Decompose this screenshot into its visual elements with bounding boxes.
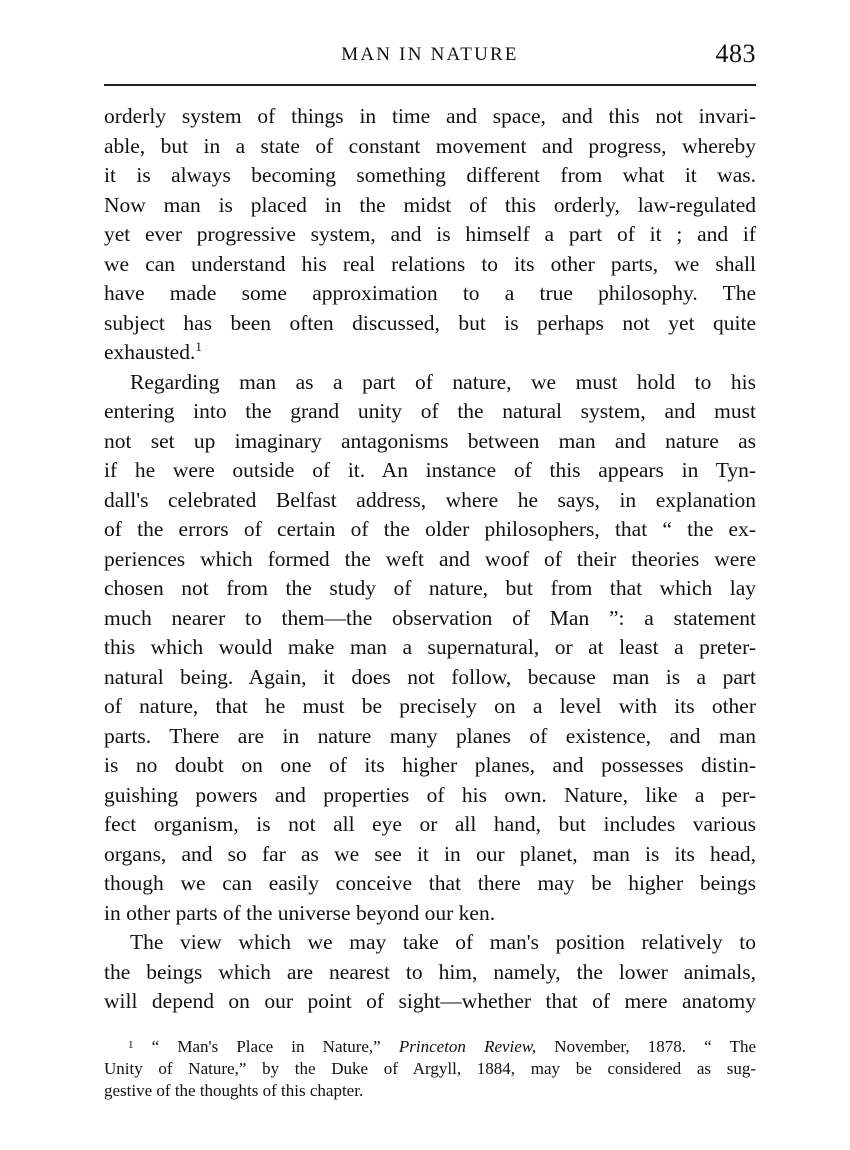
running-head bbox=[104, 38, 756, 74]
text-line: this which would make man a supernatural, or at least a preter- bbox=[104, 635, 756, 659]
text-line: subject has been often discussed, but is perhaps not yet quite bbox=[104, 310, 756, 335]
text-line: fect organism, is not all eye or all hand, but includes various bbox=[104, 812, 756, 836]
paragraph bbox=[104, 102, 756, 368]
text-line: have made some approximation to a true philosophy. The bbox=[104, 281, 756, 305]
text-line: though we can easily conceive that there may be higher beings bbox=[104, 871, 756, 895]
text-line: Regarding man as a part of nature, we must hold to his bbox=[130, 369, 756, 394]
text-line: dall's celebrated Belfast address, where he says, in explanation bbox=[104, 487, 756, 512]
text-line: Now man is placed in the midst of this orderly, law-regulated bbox=[104, 192, 756, 217]
text-line: chosen not from the study of nature, but from that which lay bbox=[104, 576, 756, 600]
footnote-line bbox=[104, 1036, 756, 1058]
text-line: we can understand his real relations to its other parts, we shall bbox=[104, 251, 756, 276]
text-line: it is always becoming something different from what it was. bbox=[104, 163, 756, 187]
body-text bbox=[104, 102, 756, 1017]
footnote-line: gestive of the thoughts of this chapter. bbox=[104, 1081, 364, 1100]
footnote-mark: 1 bbox=[128, 1039, 134, 1051]
text-line: orderly system of things in time and space, and this not invari- bbox=[104, 104, 756, 128]
text-line: periences which formed the weft and woof of their theories were bbox=[104, 546, 756, 571]
text-line: yet ever progressive system, and is himself a part of it ; and if bbox=[104, 222, 756, 246]
text-line: of the errors of certain of the older philosophers, that “ the ex- bbox=[104, 517, 756, 541]
text-line: guishing powers and properties of his own. Nature, like a per- bbox=[104, 782, 756, 807]
text-line: entering into the grand unity of the natural system, and must bbox=[104, 399, 756, 423]
text-fragment: “ Man's Place in Nature,” bbox=[151, 1037, 399, 1056]
text-line: not set up imaginary antagonisms between man and nature as bbox=[104, 428, 756, 453]
text-line: organs, and so far as we see it in our planet, man is its head, bbox=[104, 841, 756, 866]
text-line: if he were outside of it. An instance of this appears in Tyn- bbox=[104, 458, 756, 482]
paragraph bbox=[104, 928, 756, 1017]
text-line: will depend on our point of sight—whether that of mere anatomy bbox=[104, 989, 756, 1013]
text-line: of nature, that he must be precisely on a level with its other bbox=[104, 694, 756, 718]
footnote bbox=[104, 1036, 756, 1102]
header-rule bbox=[104, 84, 756, 86]
footnote-reference: 1 bbox=[195, 339, 202, 354]
text-fragment: exhausted. bbox=[104, 340, 196, 364]
text-line: natural being. Again, it does not follow, because man is a part bbox=[104, 664, 756, 689]
text-line: much nearer to them—the observation of Man ”: a statement bbox=[104, 605, 756, 630]
paragraph bbox=[104, 368, 756, 929]
text-fragment: November, 1878. “ The bbox=[536, 1037, 756, 1056]
text-line: in other parts of the universe beyond our ken. bbox=[104, 900, 496, 925]
page-number: 483 bbox=[715, 39, 756, 68]
text-line: is no doubt on one of its higher planes, and possesses distin- bbox=[104, 753, 756, 777]
running-title: MAN IN NATURE bbox=[341, 44, 519, 65]
footnote-line: Unity of Nature,” by the Duke of Argyll, 1884, may be considered as sug- bbox=[104, 1059, 756, 1078]
text-line: the beings which are nearest to him, namely, the lower animals, bbox=[104, 959, 756, 984]
text-line: parts. There are in nature many planes of existence, and man bbox=[104, 723, 756, 748]
text-line: able, but in a state of constant movement and progress, whereby bbox=[104, 133, 756, 158]
text-line: The view which we may take of man's position relatively to bbox=[130, 930, 756, 954]
text-line bbox=[104, 338, 756, 368]
journal-title: Princeton Review, bbox=[398, 1037, 537, 1056]
